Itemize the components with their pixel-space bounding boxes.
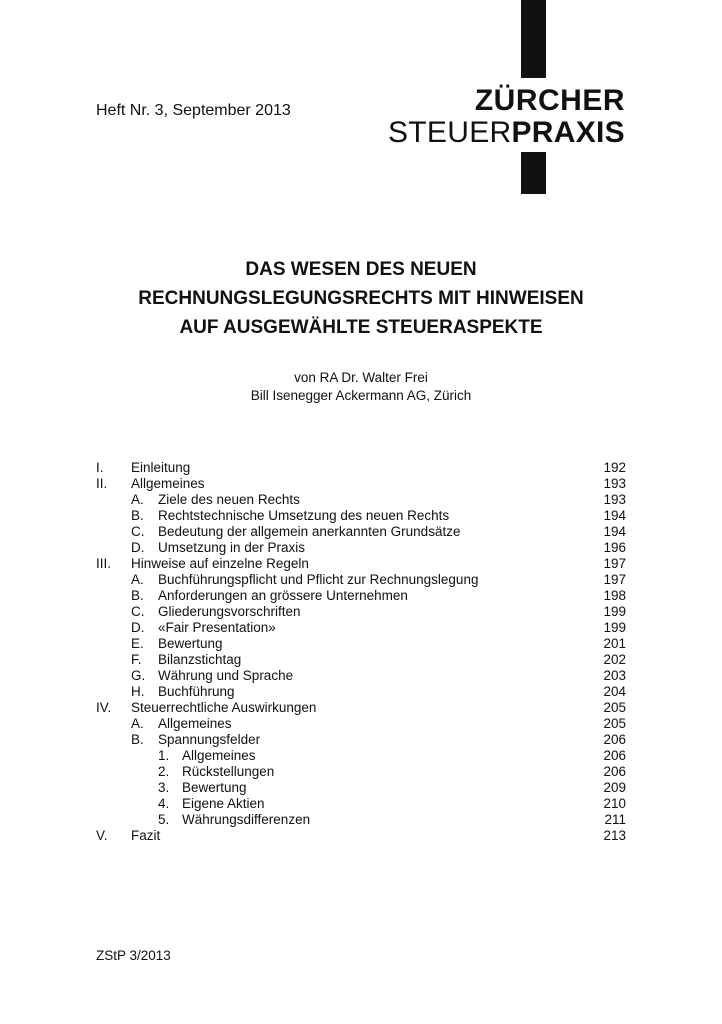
toc-text: Bewertung xyxy=(158,636,223,651)
toc-entry xyxy=(96,748,626,764)
toc-number: C. xyxy=(131,604,145,619)
toc-number: G. xyxy=(131,668,146,683)
toc-entry xyxy=(96,812,626,828)
toc-page: 203 xyxy=(603,668,626,683)
toc-page: 197 xyxy=(603,572,626,587)
toc-text: Eigene Aktien xyxy=(182,796,265,811)
toc-page: 196 xyxy=(603,540,626,555)
toc-entry xyxy=(96,652,626,668)
toc-entry xyxy=(96,636,626,652)
toc-page: 205 xyxy=(603,716,626,731)
toc-page: 201 xyxy=(603,636,626,651)
toc-page: 209 xyxy=(603,780,626,795)
toc-number: 4. xyxy=(158,796,170,811)
toc-page: 205 xyxy=(603,700,626,715)
toc-text: Anforderungen an grössere Unternehmen xyxy=(158,588,408,603)
toc-entry xyxy=(96,716,626,732)
toc-entry xyxy=(96,684,626,700)
toc-text: Allgemeines xyxy=(131,476,205,491)
toc-text: Währungsdifferenzen xyxy=(182,812,311,827)
toc-text: Fazit xyxy=(131,828,161,843)
toc-number: 1. xyxy=(158,748,170,763)
toc-page: 194 xyxy=(603,508,626,523)
toc-entry xyxy=(96,540,626,556)
toc-entry xyxy=(96,572,626,588)
toc-number: A. xyxy=(131,572,144,587)
toc-entry xyxy=(96,460,626,476)
toc-number: E. xyxy=(131,636,144,651)
toc-entry xyxy=(96,796,626,812)
toc-entry xyxy=(96,604,626,620)
toc-number: I. xyxy=(96,460,104,475)
page-footer: ZStP 3/2013 xyxy=(96,948,171,963)
toc-page: 197 xyxy=(603,556,626,571)
toc-page: 213 xyxy=(603,828,626,843)
title-line: RECHNUNGSLEGUNGSRECHTS MIT HINWEISEN xyxy=(138,288,584,309)
toc-text: Einleitung xyxy=(131,460,191,475)
toc-entry xyxy=(96,588,626,604)
toc-page: 211 xyxy=(604,812,626,827)
toc-text: Gliederungsvorschriften xyxy=(158,604,301,619)
toc-page: 206 xyxy=(603,732,626,747)
toc-page: 198 xyxy=(603,588,626,603)
toc-number: F. xyxy=(131,652,142,667)
logo-line2 xyxy=(388,117,625,149)
toc-text: Buchführungspflicht und Pflicht zur Rechnungslegung xyxy=(158,572,479,587)
toc-number: II. xyxy=(96,476,108,491)
author-name: von RA Dr. Walter Frei xyxy=(294,370,428,385)
toc-page: 202 xyxy=(603,652,626,667)
toc-page: 192 xyxy=(603,460,626,475)
toc-text: Bedeutung der allgemein anerkannten Grundsätze xyxy=(158,524,461,539)
author-block xyxy=(0,369,722,405)
toc-number: H. xyxy=(131,684,145,699)
toc-entry xyxy=(96,556,626,572)
toc-text: Rechtstechnische Umsetzung des neuen Rechts xyxy=(158,508,450,523)
logo-line1: ZÜRCHER xyxy=(474,84,625,117)
toc-number: A. xyxy=(131,492,144,507)
toc-text: Bewertung xyxy=(182,780,247,795)
toc-page: 206 xyxy=(603,764,626,779)
toc-number: A. xyxy=(131,716,144,731)
toc-entry xyxy=(96,508,626,524)
logo-line2-bold: PRAXIS xyxy=(511,116,625,149)
toc-text: «Fair Presentation» xyxy=(158,620,276,635)
toc-text: Allgemeines xyxy=(182,748,256,763)
toc-entry xyxy=(96,492,626,508)
toc-text: Umsetzung in der Praxis xyxy=(158,540,306,555)
toc-number: V. xyxy=(96,828,108,843)
issue-label: Heft Nr. 3, September 2013 xyxy=(96,102,291,119)
toc-page: 193 xyxy=(603,492,626,507)
toc-page: 194 xyxy=(603,524,626,539)
toc-page: 199 xyxy=(603,604,626,619)
article-title xyxy=(0,255,722,342)
toc-text: Währung und Sprache xyxy=(158,668,294,683)
logo-bar-top xyxy=(521,0,546,78)
toc-number: B. xyxy=(131,732,144,747)
author-affiliation: Bill Isenegger Ackermann AG, Zürich xyxy=(250,388,472,403)
toc-number: 2. xyxy=(158,764,170,779)
toc-number: IV. xyxy=(96,700,112,715)
toc-entry xyxy=(96,780,626,796)
toc-entry xyxy=(96,476,626,492)
toc-number: 5. xyxy=(158,812,170,827)
toc-entry xyxy=(96,732,626,748)
toc-number: C. xyxy=(131,524,145,539)
toc-text: Hinweise auf einzelne Regeln xyxy=(131,556,309,571)
toc-number: 3. xyxy=(158,780,170,795)
logo-line2-regular: STEUER xyxy=(388,116,512,149)
toc-entry xyxy=(96,524,626,540)
table-of-contents xyxy=(96,460,626,844)
toc-entry xyxy=(96,828,626,844)
toc-entry xyxy=(96,668,626,684)
toc-text: Ziele des neuen Rechts xyxy=(158,492,300,507)
toc-text: Spannungsfelder xyxy=(158,732,261,747)
toc-text: Allgemeines xyxy=(158,716,232,731)
logo-bar-bottom xyxy=(521,152,546,194)
toc-entry xyxy=(96,700,626,716)
toc-number: III. xyxy=(96,556,112,571)
title-line: AUF AUSGEWÄHLTE STEUERASPEKTE xyxy=(179,317,543,338)
toc-text: Rückstellungen xyxy=(182,764,275,779)
toc-text: Buchführung xyxy=(158,684,235,699)
title-line: DAS WESEN DES NEUEN xyxy=(245,259,477,280)
toc-number: B. xyxy=(131,588,144,603)
toc-page: 199 xyxy=(603,620,626,635)
toc-text: Steuerrechtliche Auswirkungen xyxy=(131,700,317,715)
toc-text: Bilanzstichtag xyxy=(158,652,242,667)
toc-page: 210 xyxy=(603,796,626,811)
toc-entry xyxy=(96,620,626,636)
toc-entry xyxy=(96,764,626,780)
toc-number: D. xyxy=(131,620,145,635)
toc-page: 193 xyxy=(603,476,626,491)
toc-number: D. xyxy=(131,540,145,555)
toc-page: 204 xyxy=(603,684,626,699)
toc-page: 206 xyxy=(603,748,626,763)
toc-number: B. xyxy=(131,508,144,523)
